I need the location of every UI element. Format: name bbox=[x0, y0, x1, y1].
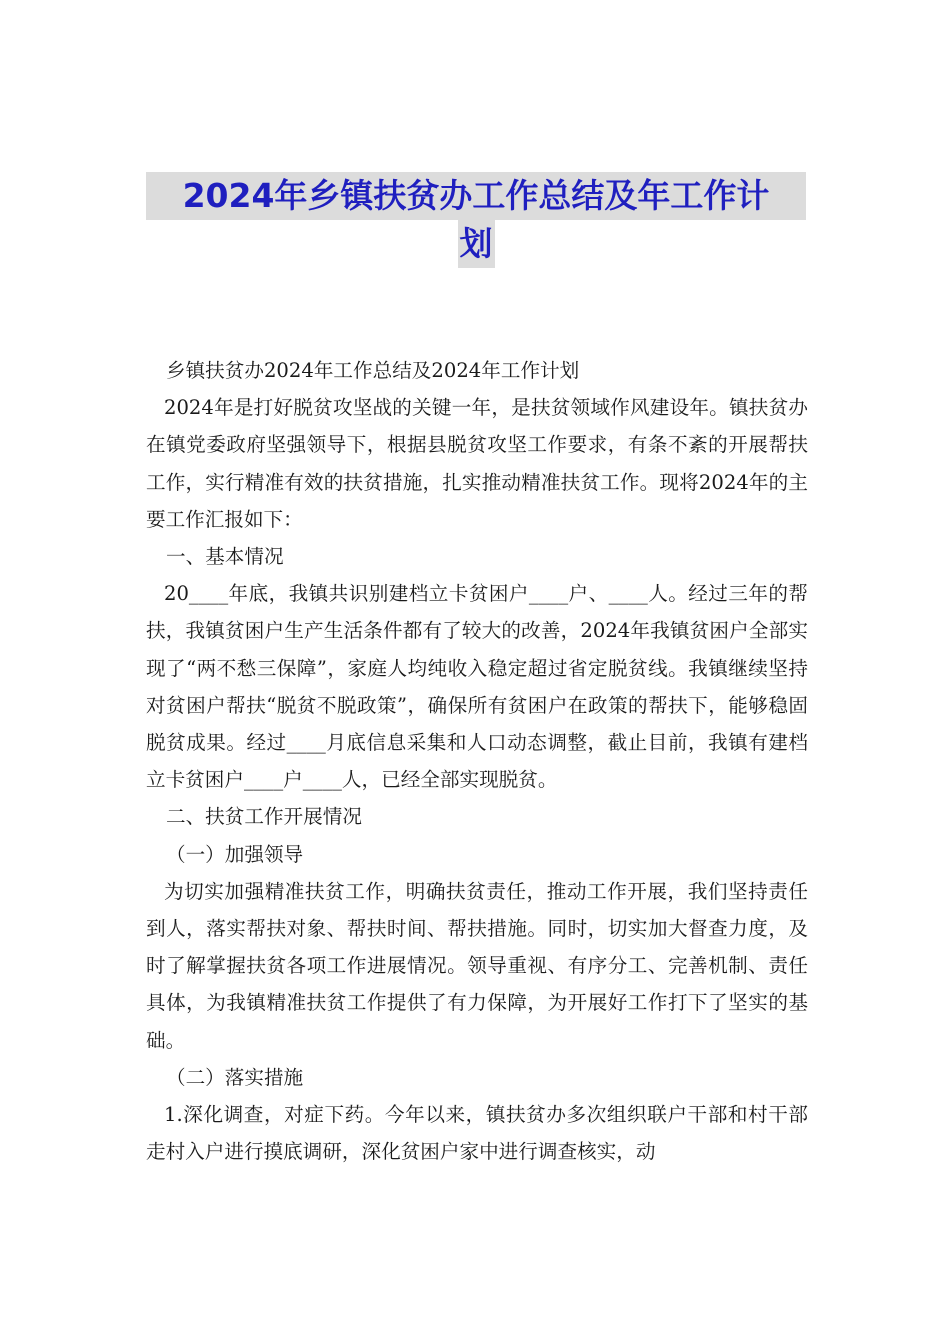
paragraph-investigation: 1.深化调查，对症下药。今年以来，镇扶贫办多次组织联户干部和村干部走村入户进行摸底调研，深化贫困户家中进行调查核实，动 bbox=[146, 1103, 808, 1164]
paragraph-leadership: 为切实加强精准扶贫工作，明确扶贫责任，推动工作开展，我们坚持责任到人，落实帮扶对象、帮扶时间、帮扶措施。同时，切实加大督查力度，及时了解掌握扶贫各项工作进展情况。领导重视、有序分工、完善机制、责任具体，为我镇精准扶贫工作提供了有力保障，为开展好工作打下了坚实的基础。 bbox=[146, 879, 808, 1052]
heading-work-progress: 二、扶贫工作开展情况 bbox=[166, 805, 362, 829]
heading-basic-situation: 一、基本情况 bbox=[166, 545, 284, 569]
title-line-1: 2024年乡镇扶贫办工作总结及年工作计 bbox=[146, 172, 806, 220]
document-body bbox=[146, 352, 808, 1170]
paragraph-intro: 2024年是打好脱贫攻坚战的关键一年，是扶贫领域作风建设年。镇扶贫办在镇党委政府坚强领导下，根据县脱贫攻坚工作要求，有条不紊的开展帮扶工作，实行精准有效的扶贫措施，扎实推动精准扶贫工作。现将2024年的主要工作汇报如下： bbox=[146, 396, 808, 531]
paragraph-subtitle: 乡镇扶贫办2024年工作总结及2024年工作计划 bbox=[166, 359, 580, 382]
heading-strengthen-leadership: （一）加强领导 bbox=[166, 842, 304, 866]
title-line-2: 划 bbox=[458, 220, 495, 268]
paragraph-basic-situation: 20____年底，我镇共识别建档立卡贫困户____户、____人。经过三年的帮扶，我镇贫困户生产生活条件都有了较大的改善，2024年我镇贫困户全部实现了“两不愁三保障”，家庭人均纯收入稳定超过省定脱贫线。我镇继续坚持对贫困户帮扶“脱贫不脱政策”，确保所有贫困户在政策的帮扶下，能够稳固脱贫成果。经过____月底信息采集和人口动态调整，截止目前，我镇有建档立卡贫困户____户____人，已经全部实现脱贫。 bbox=[146, 582, 808, 792]
heading-implement-measures: （二）落实措施 bbox=[166, 1065, 304, 1089]
document-title bbox=[146, 172, 806, 268]
